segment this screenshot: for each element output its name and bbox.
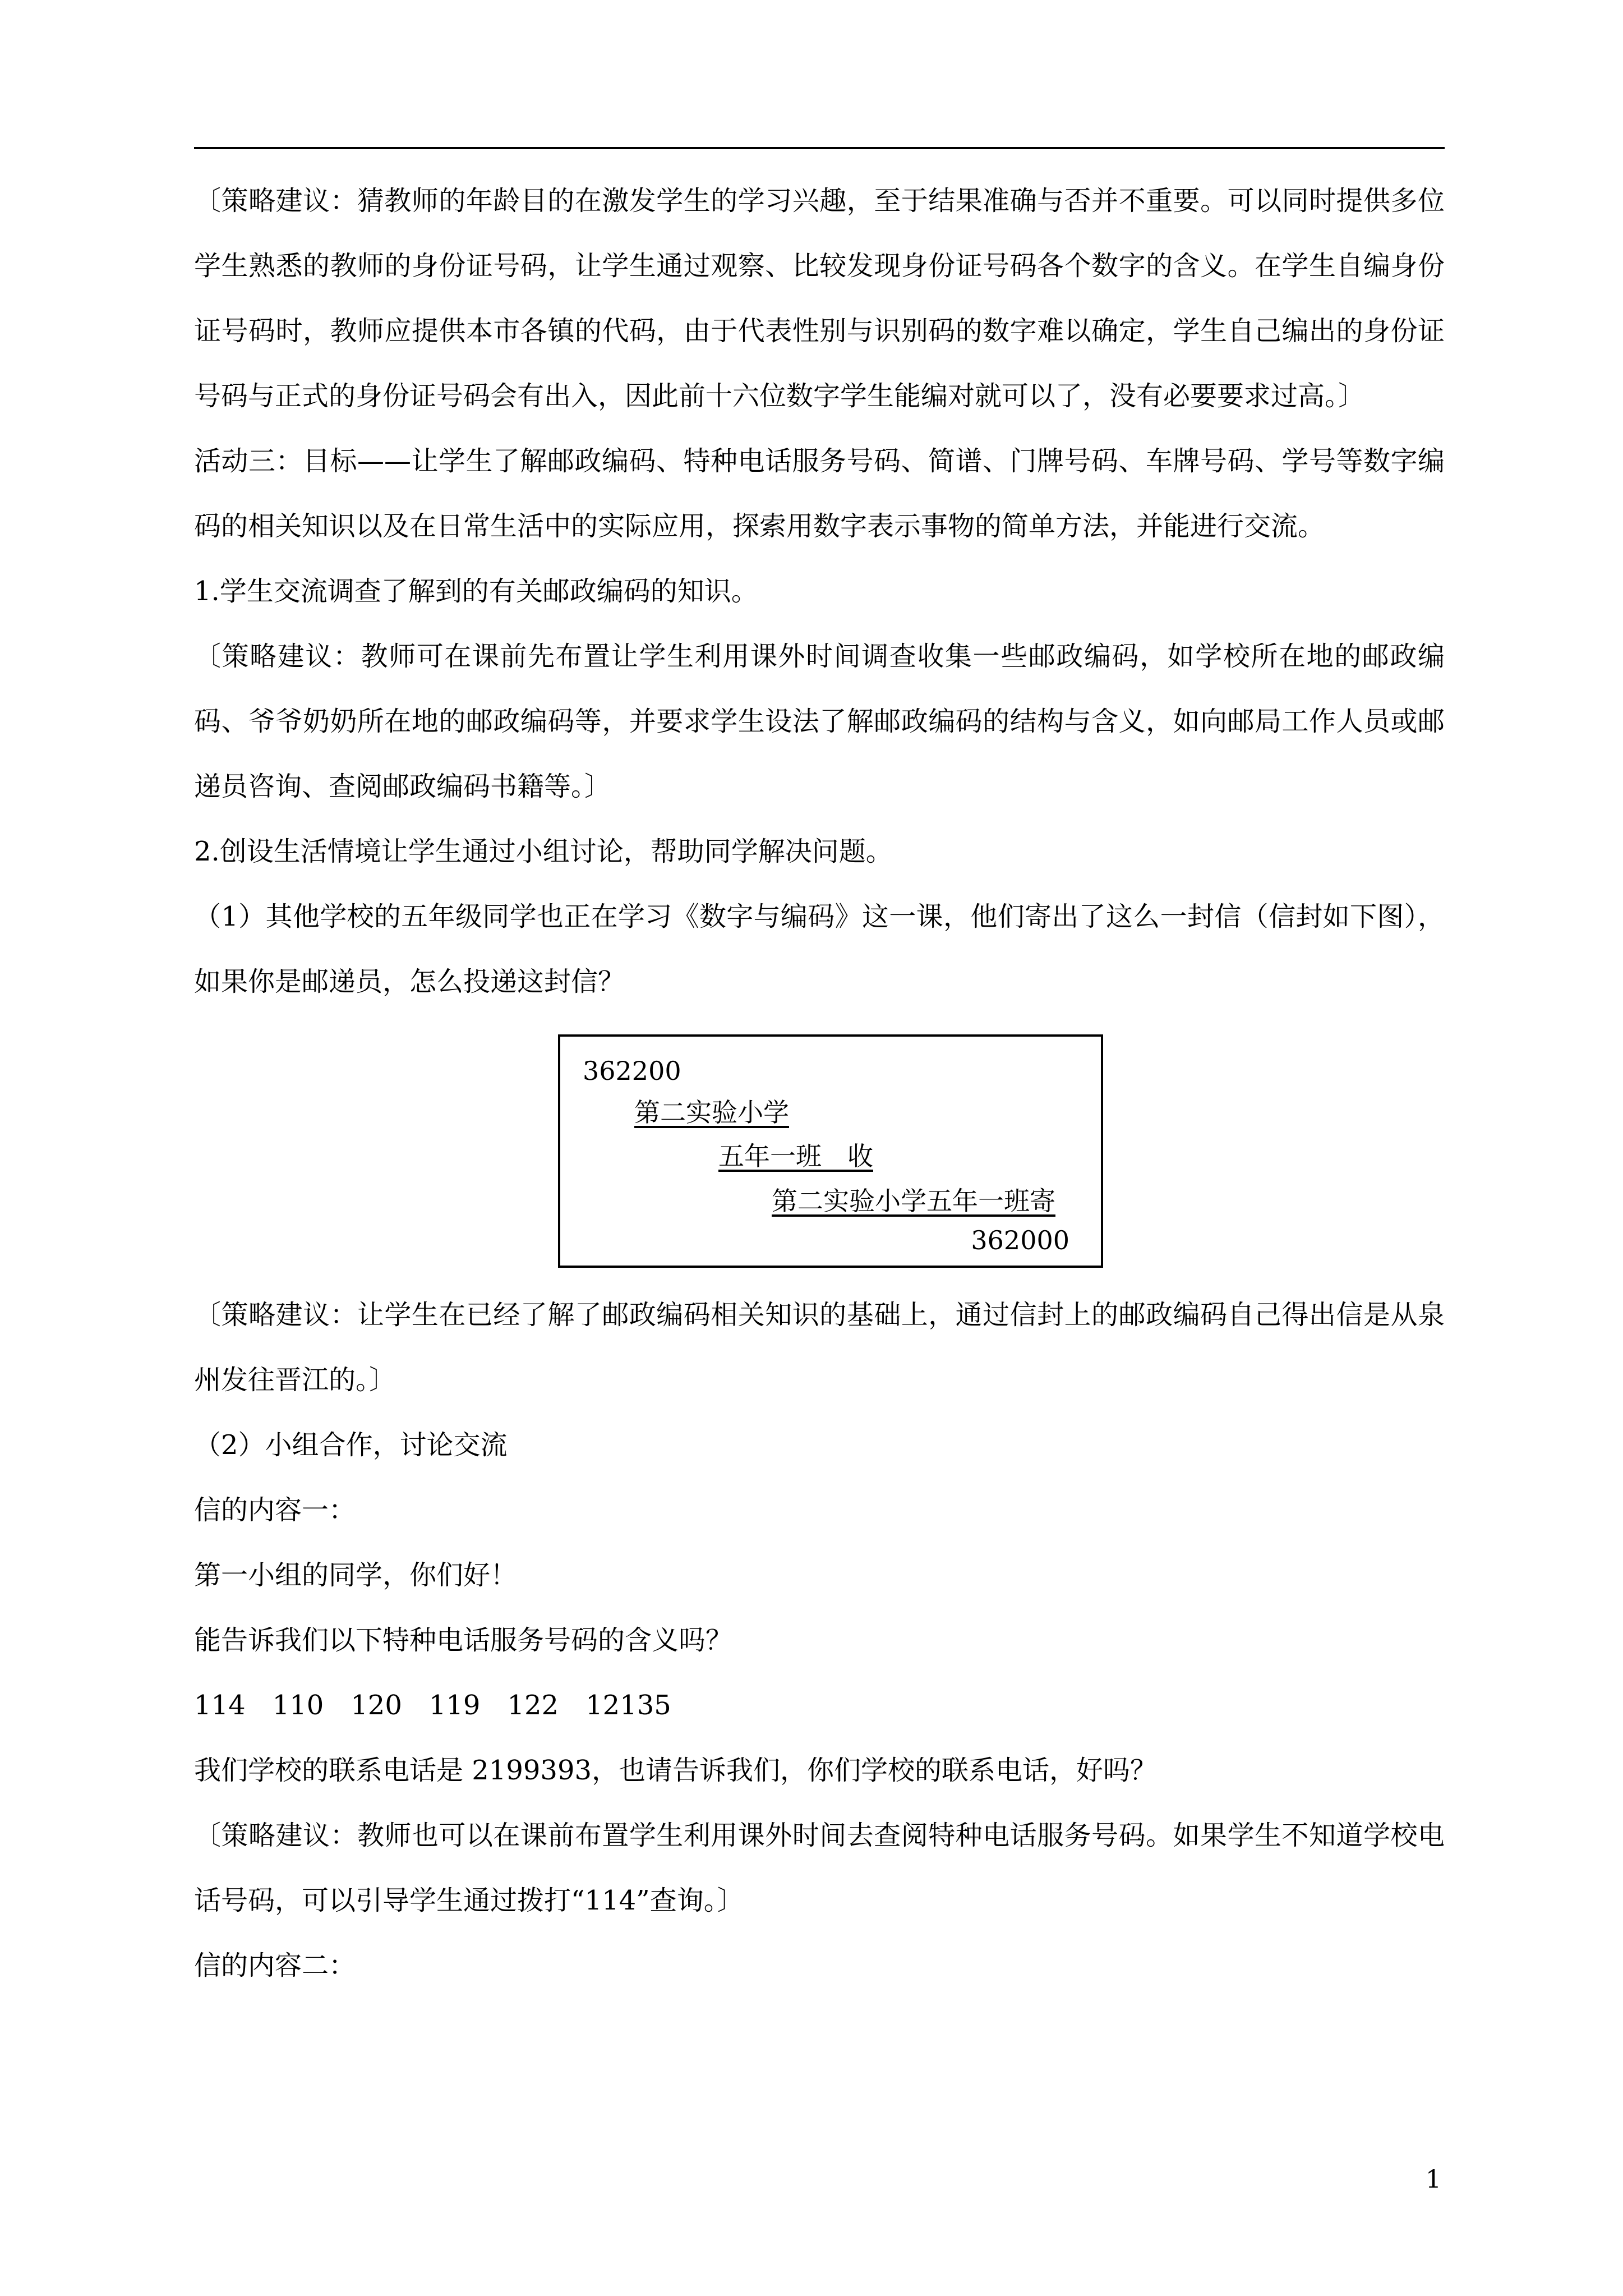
strategy-note-postcode: 〔策略建议：教师可在课前先布置让学生利用课外时间调查收集一些邮政编码，如学校所在地的邮政编码、爷爷奶奶所在地的邮政编码等，并要求学生设法了解邮政编码的结构与含义，如向邮局工作人员或邮递员咨询、查阅邮政编码书籍等。〕 — [194, 641, 1445, 802]
step-2: 2.创设生活情境让学生通过小组讨论，帮助同学解决问题。 — [194, 836, 893, 867]
envelope-sender: 第二实验小学五年一班寄 — [772, 1186, 1055, 1216]
letter-one-greeting: 第一小组的同学，你们好！ — [194, 1559, 518, 1591]
service-numbers: 114 110 120 119 122 12135 — [194, 1690, 671, 1721]
envelope-recipient-class: 五年一班 收 — [718, 1141, 873, 1171]
letter-one-heading: 信的内容一： — [194, 1494, 356, 1526]
envelope-postcode-from: 362000 — [971, 1225, 1069, 1255]
letter-one-question: 能告诉我们以下特种电话服务号码的含义吗？ — [194, 1625, 733, 1656]
question-2: （2）小组合作，讨论交流 — [194, 1429, 508, 1461]
question-1: （1）其他学校的五年级同学也正在学习《数字与编码》这一课，他们寄出了这么一封信（信封如下图），如果你是邮递员，怎么投递这封信？ — [194, 901, 1445, 997]
envelope-postcode-to: 362200 — [583, 1056, 681, 1086]
strategy-note-envelope: 〔策略建议：让学生在已经了解了邮政编码相关知识的基础上，通过信封上的邮政编码自己得出信是从泉州发往晋江的。〕 — [194, 1299, 1445, 1396]
page-number: 1 — [1426, 2165, 1441, 2194]
strategy-note-phone: 〔策略建议：教师也可以在课前布置学生利用课外时间去查阅特种电话服务号码。如果学生不知道学校电话号码，可以引导学生通过拨打“114”查询。〕 — [194, 1820, 1445, 1916]
step-1: 1.学生交流调查了解到的有关邮政编码的知识。 — [194, 576, 758, 607]
activity-three-goal: 活动三：目标——让学生了解邮政编码、特种电话服务号码、简谱、门牌号码、车牌号码、学号等数字编码的相关知识以及在日常生活中的实际应用，探索用数字表示事物的简单方法，并能进行交流。 — [194, 445, 1445, 542]
page-body — [194, 168, 1445, 1998]
header-rule — [194, 147, 1445, 149]
strategy-note-id-card: 〔策略建议：猜教师的年龄目的在激发学生的学习兴趣，至于结果准确与否并不重要。可以同时提供多位学生熟悉的教师的身份证号码，让学生通过观察、比较发现身份证号码各个数字的含义。在学生自编身份证号码时，教师应提供本市各镇的代码，由于代表性别与识别码的数字难以确定，学生自己编出的身份证号码与正式的身份证号码会有出入，因此前十六位数字学生能编对就可以了，没有必要要求过高。〕 — [194, 185, 1445, 412]
envelope-recipient-school: 第二实验小学 — [634, 1097, 789, 1128]
letter-two-heading: 信的内容二： — [194, 1950, 356, 1981]
envelope-figure — [558, 1034, 1103, 1268]
letter-one-phone: 我们学校的联系电话是 2199393，也请告诉我们，你们学校的联系电话，好吗？ — [194, 1755, 1158, 1786]
